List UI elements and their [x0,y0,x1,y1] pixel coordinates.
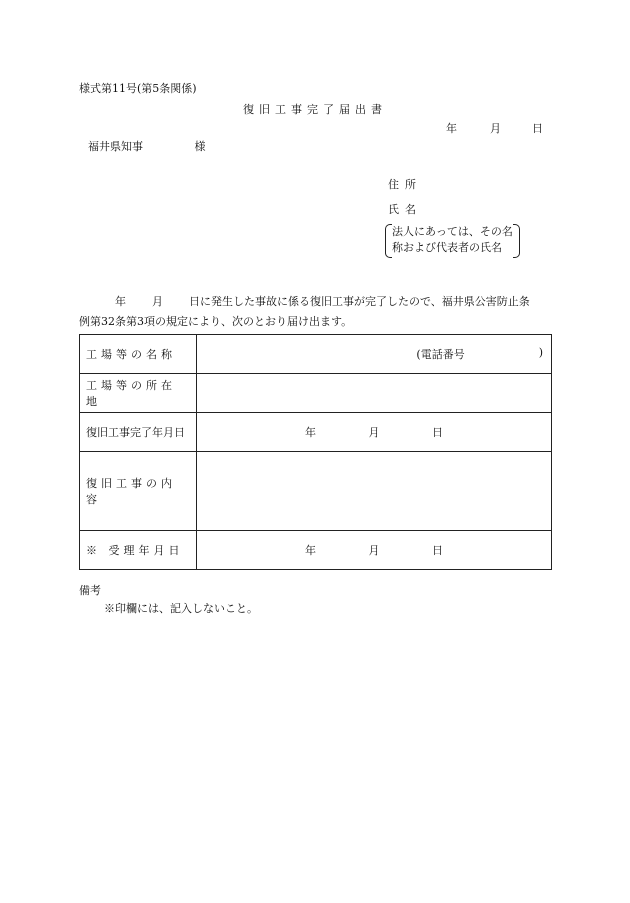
corporate-note-line1: 法人にあっては、その名 [392,225,513,238]
form-table [79,334,552,570]
addressee-honorific: 様 [194,140,206,153]
document-title: 復旧工事完了届出書 [243,103,387,116]
completion-month: 月 [368,426,380,439]
addressee-name: 福井県知事 [88,140,143,153]
date-year: 年 [446,122,457,135]
bracket-right [513,224,520,258]
body-year: 年 [115,295,126,308]
completion-date-label: 復旧工事完了年月日 [80,413,197,452]
remarks-note: ※印欄には、記入しないこと。 [104,602,258,615]
body-text-line1: 日に発生した事故に係る復旧工事が完了したので、福井県公害防止条 [189,295,530,308]
table-row [80,335,552,374]
body-text-line2: 例第32条第3項の規定により、次のとおり届け出ます。 [79,315,353,328]
name-label: 氏名 [388,203,422,216]
receipt-date-field[interactable] [197,531,552,570]
body-text [79,292,554,332]
address-label: 住所 [388,178,422,191]
completion-day: 日 [432,426,443,439]
corporate-note-line2: 称および代表者の氏名 [392,241,502,254]
receipt-year: 年 [305,544,316,557]
form-number: 様式第11号(第5条関係) [79,82,197,95]
completion-date-field[interactable] [197,413,552,452]
bracket-left [385,224,392,258]
factory-location-label: 工場等の所在地 [80,374,197,413]
date-day: 日 [532,122,543,135]
receipt-date-label: ※ 受理年月日 [80,531,197,570]
factory-name-label: 工場等の名称 [80,335,197,374]
table-row [80,452,552,531]
completion-year: 年 [305,426,316,439]
date-month: 月 [490,122,501,135]
remarks-heading: 備考 [79,584,101,597]
phone-number-field [203,346,545,362]
receipt-day: 日 [432,544,443,557]
phone-close: ) [538,346,543,359]
corporate-note [386,224,513,256]
factory-name-field[interactable] [197,335,552,374]
table-row [80,374,552,413]
table-row [80,413,552,452]
addressee [88,138,206,154]
body-month: 月 [152,295,163,308]
table-row [80,531,552,570]
receipt-month: 月 [368,544,380,557]
phone-label: (電話番号 [416,348,465,361]
submission-date [446,120,543,136]
factory-location-field[interactable] [197,374,552,413]
work-content-label: 復旧工事の内容 [80,452,197,531]
work-content-field[interactable] [197,452,552,531]
